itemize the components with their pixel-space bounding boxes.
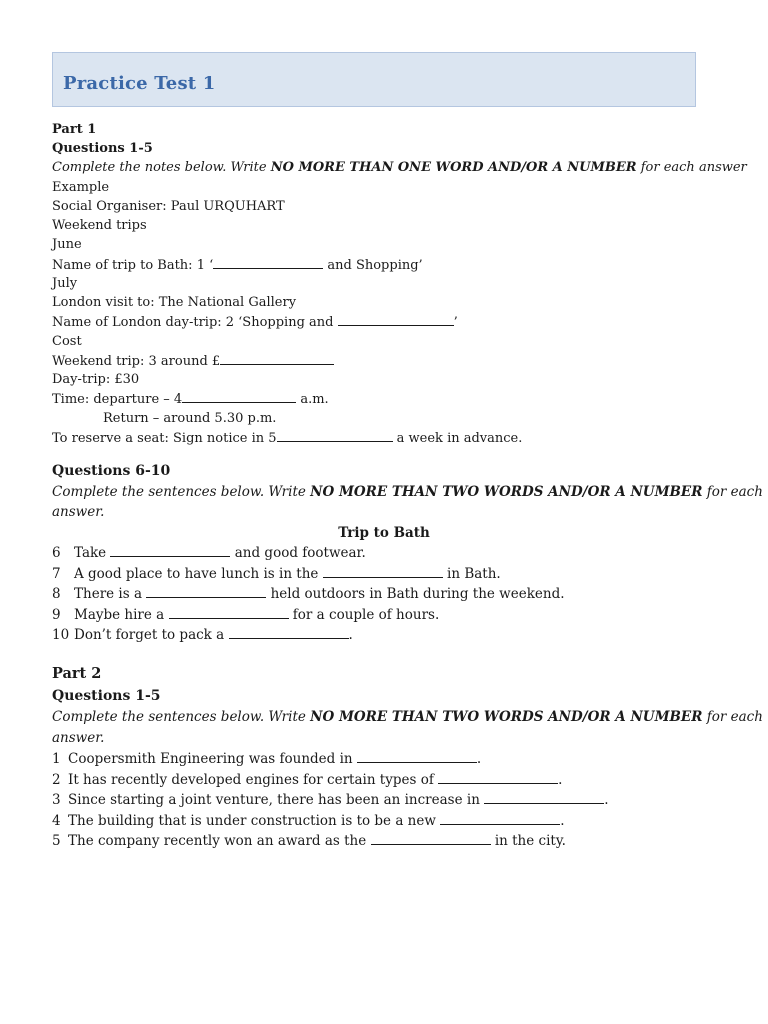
example-label: Example [52, 180, 110, 195]
part1-instructions: Complete the notes below. Write NO MORE THAN ONE WORD AND/OR A NUMBER for each answer [52, 160, 747, 175]
questions-6-10-instructions: Complete the sentences below. Write NO MORE THAN TWO WORDS AND/OR A NUMBER for each [52, 484, 763, 500]
title-banner [52, 52, 696, 107]
part2-question-2: 2 It has recently developed engines for certain types of . [52, 772, 563, 788]
question-3: Weekend trip: 3 around £ [52, 353, 334, 370]
part2-instructions: Complete the sentences below. Write NO MORE THAN TWO WORDS AND/OR A NUMBER for each [52, 709, 763, 725]
answer-blank-7[interactable] [323, 566, 443, 578]
june-line: June [52, 237, 82, 252]
part2-question-5: 5 The company recently won an award as the in the city. [52, 833, 566, 849]
part2-questions-heading: Questions 1-5 [52, 688, 161, 704]
organiser-line: Social Organiser: Paul URQUHART [52, 199, 285, 214]
question-4: Time: departure – 4 a.m. [52, 392, 329, 407]
part2-question-4: 4 The building that is under construction is to be a new . [52, 813, 565, 829]
question-1: Name of trip to Bath: 1 ‘ and Shopping’ [52, 258, 423, 273]
question-6: 6 Take and good footwear. [52, 545, 366, 561]
trip-to-bath-subheading: Trip to Bath [338, 525, 430, 541]
page-title: Practice Test 1 [63, 73, 216, 94]
part2-question-3: 3 Since starting a joint venture, there has been an increase in . [52, 792, 609, 808]
part1-heading: Part 1 [52, 122, 97, 137]
questions-6-10-heading: Questions 6-10 [52, 463, 171, 479]
answer-blank-4[interactable] [182, 391, 296, 403]
question-10: 10 Don’t forget to pack a . [52, 627, 353, 643]
part2-answer-blank-3[interactable] [484, 792, 604, 804]
answer-blank-3[interactable] [220, 353, 334, 365]
part2-answer-blank-4[interactable] [440, 813, 560, 825]
questions-6-10-instructions-line2: answer. [52, 504, 105, 520]
question-5: To reserve a seat: Sign notice in 5 a week in advance. [52, 431, 523, 446]
answer-blank-9[interactable] [169, 607, 289, 619]
question-8: 8 There is a held outdoors in Bath during the weekend. [52, 586, 565, 602]
part2-answer-blank-1[interactable] [357, 751, 477, 763]
answer-blank-8[interactable] [146, 586, 266, 598]
return-time-line: Return – around 5.30 p.m. [103, 411, 277, 426]
question-2: Name of London day-trip: 2 ‘Shopping and ’ [52, 315, 458, 330]
london-visit-line: London visit to: The National Gallery [52, 295, 297, 310]
answer-blank-2[interactable] [338, 314, 454, 326]
part2-answer-blank-5[interactable] [371, 833, 491, 845]
part1-questions-heading: Questions 1-5 [52, 141, 153, 156]
answer-blank-5[interactable] [277, 430, 393, 442]
cost-line: Cost [52, 334, 82, 349]
answer-blank-1[interactable] [213, 257, 323, 269]
answer-blank-10[interactable] [229, 627, 349, 639]
part2-instructions-line2: answer. [52, 730, 105, 746]
july-line: July [52, 276, 78, 291]
answer-blank-6[interactable] [110, 545, 230, 557]
question-9: 9 Maybe hire a for a couple of hours. [52, 607, 440, 623]
part2-heading: Part 2 [52, 665, 102, 682]
weekend-trips-line: Weekend trips [52, 218, 147, 233]
part2-question-1: 1 Coopersmith Engineering was founded in . [52, 751, 482, 767]
part2-answer-blank-2[interactable] [438, 772, 558, 784]
day-trip-cost-line: Day-trip: £30 [52, 372, 140, 387]
question-7: 7 A good place to have lunch is in the in Bath. [52, 566, 501, 582]
